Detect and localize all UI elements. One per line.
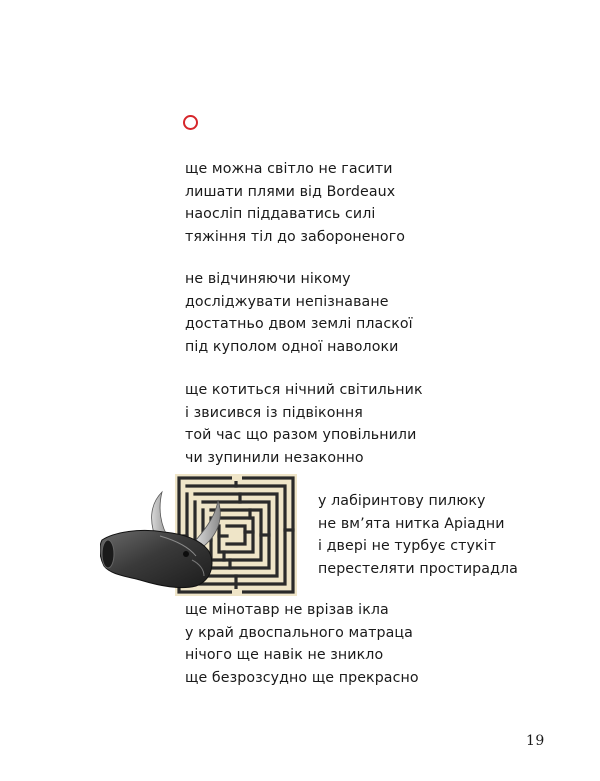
poem-line: під куполом одної наволоки	[185, 338, 399, 355]
poem-line: ще безрозсудно ще прекрасно	[185, 669, 419, 686]
poem-line: той час що разом уповільнили	[185, 427, 417, 443]
poem-line: наосліп піддаватись силі	[185, 206, 376, 222]
stanza-1	[185, 158, 405, 248]
poem-line: не відчиняючи нікому	[185, 271, 351, 287]
poem-line: у край двоспального матраца	[185, 624, 413, 641]
poem-line: достатньо двом землі пласкої	[185, 316, 413, 332]
page-number: 19	[526, 733, 545, 749]
poem-line: чи зупинили незаконно	[185, 449, 364, 466]
red-circle-icon	[183, 115, 198, 130]
stanza-4	[318, 490, 518, 580]
stanza-5	[185, 599, 419, 689]
stanza-2	[185, 268, 413, 358]
minotaur-labyrinth-illustration	[100, 470, 310, 600]
poem-line: ще котиться нічний світильник	[185, 382, 423, 398]
poem-line: у лабіринтову пилюку	[318, 493, 486, 509]
poem-line: ще можна світло не гасити	[185, 161, 393, 177]
poem-line: перестеляти простирадла	[318, 560, 518, 577]
poem-line: нічого ще навік не зникло	[185, 647, 384, 663]
poem-line: і двері не турбує стукіт	[318, 538, 497, 554]
poem-line: ще мінотавр не врізав ікла	[185, 602, 389, 618]
poem-line: і звисився із підвіконня	[185, 404, 363, 421]
poem-line: лишати плями від Bordeaux	[185, 183, 396, 200]
poem-line: не вм’ята нитка Аріадни	[318, 515, 505, 532]
poem-line: тяжіння тіл до забороненого	[185, 228, 406, 245]
poem-line: досліджувати непізнаване	[185, 293, 389, 310]
stanza-3	[185, 379, 423, 469]
